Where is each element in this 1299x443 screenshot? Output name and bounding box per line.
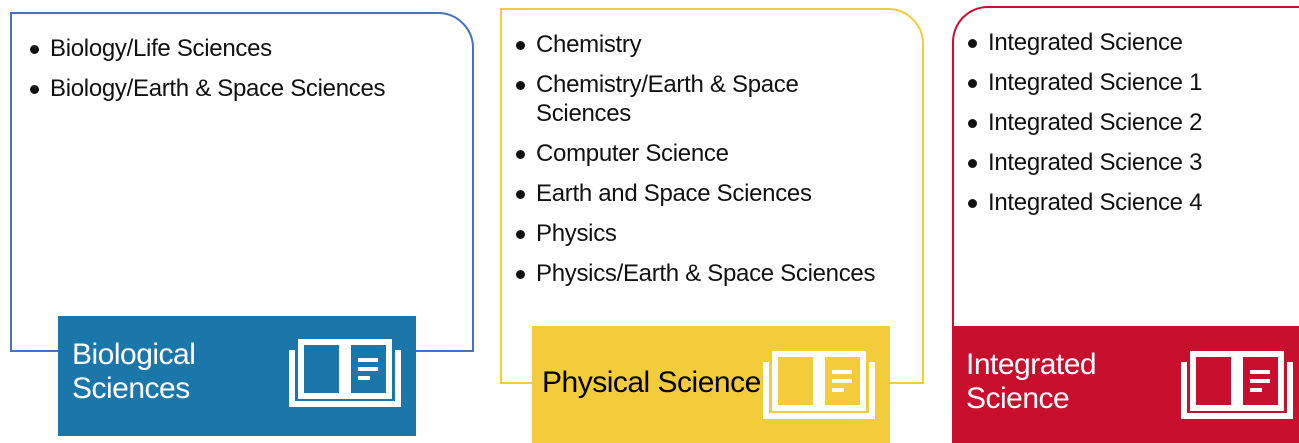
- list-item: Integrated Science 1: [966, 68, 1202, 97]
- integrated-science-label: [952, 326, 1299, 443]
- open-book-icon: [286, 336, 404, 412]
- integrated-science-course-list: [966, 28, 1202, 228]
- list-item: Integrated Science: [966, 28, 1202, 57]
- list-item: Physics/Earth & Space Sciences: [514, 259, 875, 288]
- list-item: Biology/Earth & Space Sciences: [28, 74, 385, 103]
- open-book-icon: [1178, 348, 1296, 424]
- list-item: Biology/Life Sciences: [28, 34, 385, 63]
- label-title-line: Biological: [72, 338, 196, 371]
- physical-science-course-list: [514, 30, 875, 299]
- list-item: Integrated Science 3: [966, 148, 1202, 177]
- label-title-line: Physical Science: [542, 366, 761, 399]
- list-item: Earth and Space Sciences: [514, 179, 875, 208]
- physical-science-label: [532, 326, 890, 443]
- list-item: Chemistry: [514, 30, 875, 59]
- label-title-line: Sciences: [72, 372, 190, 405]
- open-book-icon: [760, 348, 878, 424]
- label-title-line: Integrated: [966, 348, 1097, 381]
- list-item: Chemistry/Earth & Space Sciences: [514, 70, 856, 128]
- biological-sciences-course-list: [28, 34, 385, 114]
- list-item: Computer Science: [514, 139, 875, 168]
- list-item: Integrated Science 4: [966, 188, 1202, 217]
- list-item: Integrated Science 2: [966, 108, 1202, 137]
- biological-sciences-label: [58, 316, 416, 436]
- label-title-line: Science: [966, 382, 1070, 415]
- list-item: Physics: [514, 219, 875, 248]
